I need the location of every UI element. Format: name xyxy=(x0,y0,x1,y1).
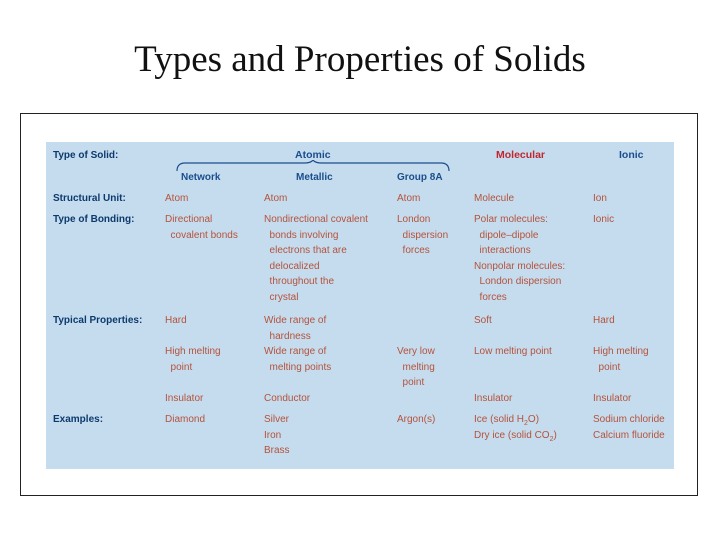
dry-ice-text: Dry ice (solid CO xyxy=(474,430,550,441)
cell-examples-group8a: Argon(s) xyxy=(397,414,436,425)
cell-examples-ionic: Sodium chloride Calcium fluoride xyxy=(593,414,665,441)
cell-bonding-metallic: Nondirectional covalent bonds involving electrons that are delocalized throughout the crystal xyxy=(264,214,368,303)
subheader-network: Network xyxy=(181,172,221,183)
cell-examples-metallic: Silver Iron Brass xyxy=(264,414,290,457)
dry-ice-subscript: 2 xyxy=(549,436,554,443)
cell-conductivity-molecular: Insulator xyxy=(474,393,513,404)
cell-hardness-molecular: Soft xyxy=(474,315,492,326)
cell-conductivity-network: Insulator xyxy=(165,393,204,404)
dry-ice-text-end: ) xyxy=(553,430,557,441)
cell-structural-metallic: Atom xyxy=(264,193,288,204)
cell-conductivity-ionic: Insulator xyxy=(593,393,632,404)
cell-bonding-network: Directional covalent bonds xyxy=(165,214,238,241)
cell-structural-molecular: Molecule xyxy=(474,193,515,204)
cell-conductivity-metallic: Conductor xyxy=(264,393,311,404)
row-label-type: Type of Solid: xyxy=(53,150,119,161)
row-label-properties: Typical Properties: xyxy=(53,315,143,326)
ice-text-end: O) xyxy=(527,414,540,425)
cell-hardness-ionic: Hard xyxy=(593,315,615,326)
row-label-structural: Structural Unit: xyxy=(53,193,126,204)
cell-bonding-ionic: Ionic xyxy=(593,214,615,225)
slide-title: Types and Properties of Solids xyxy=(134,39,586,80)
header-molecular: Molecular xyxy=(496,149,546,161)
cell-melting-molecular: Low melting point xyxy=(474,346,552,357)
cell-hardness-network: Hard xyxy=(165,315,187,326)
subheader-group8a: Group 8A xyxy=(397,172,443,183)
subheader-metallic: Metallic xyxy=(296,172,333,183)
cell-melting-metallic: Wide range of melting points xyxy=(264,346,332,373)
row-label-examples: Examples: xyxy=(53,414,104,425)
ice-text: Ice (solid H xyxy=(474,414,525,425)
cell-melting-group8a: Very low melting point xyxy=(397,346,435,389)
header-ionic: Ionic xyxy=(619,149,644,161)
cell-bonding-molecular: Polar molecules: dipole–dipole interactions Nonpolar molecules: London dispersion forces xyxy=(474,214,566,303)
ice-subscript: 2 xyxy=(524,420,528,427)
cell-structural-ionic: Ion xyxy=(593,193,607,204)
cell-examples-molecular-dry-ice xyxy=(474,428,557,448)
cell-hardness-metallic: Wide range of hardness xyxy=(264,315,327,342)
header-atomic: Atomic xyxy=(295,149,331,161)
cell-melting-network: High melting point xyxy=(165,346,221,373)
cell-structural-group8a: Atom xyxy=(397,193,421,204)
cell-bonding-group8a: London dispersion forces xyxy=(397,214,449,257)
cell-structural-network: Atom xyxy=(165,193,189,204)
cell-melting-ionic: High melting point xyxy=(593,346,649,373)
cell-examples-network: Diamond xyxy=(165,414,206,425)
row-label-bonding: Type of Bonding: xyxy=(53,214,135,225)
